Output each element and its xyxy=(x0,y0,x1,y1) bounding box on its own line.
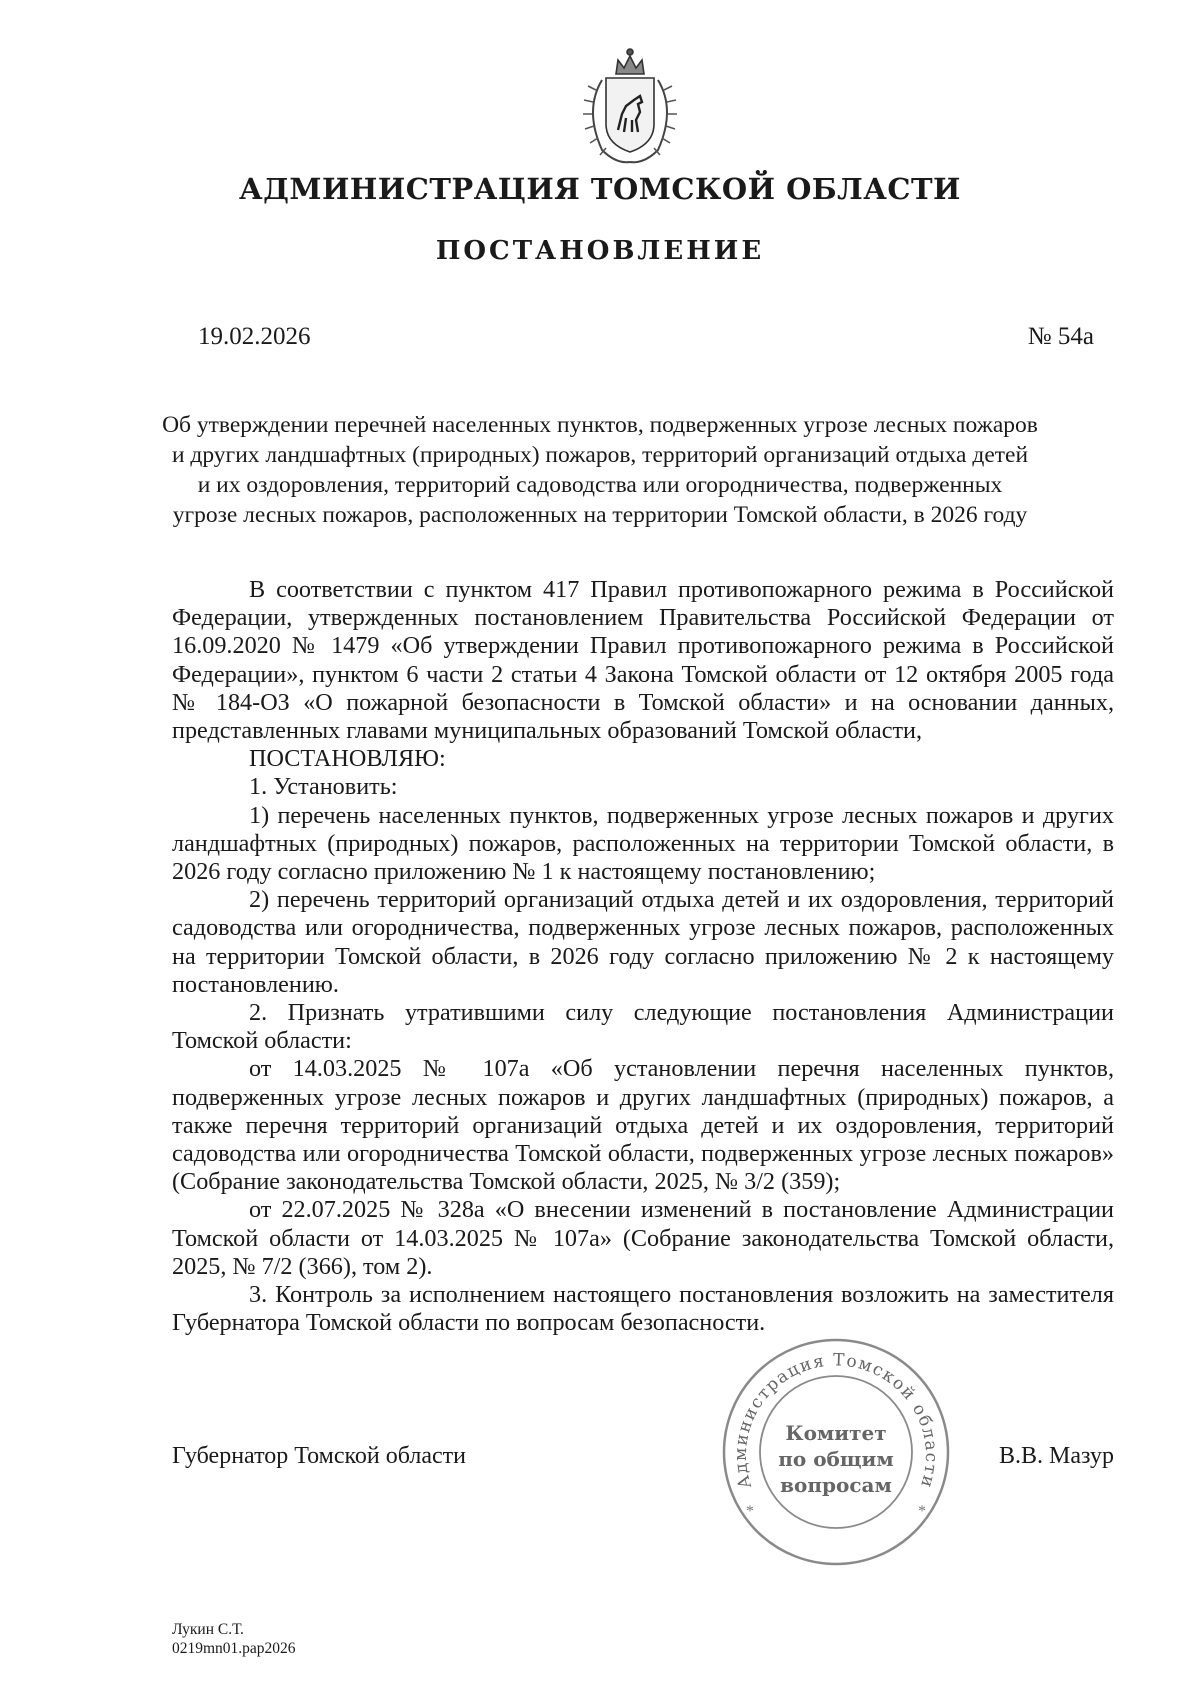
stamp-line-3: вопросам xyxy=(780,1473,892,1497)
clause-1: 1. Установить: xyxy=(249,773,398,801)
document-subject xyxy=(150,410,1050,530)
subject-line: Об утверждении перечней населенных пунктов, подверженных угрозе лесных пожаров xyxy=(162,412,1038,438)
clause-1-1: 1) перечень населенных пунктов, подверженных угрозе лесных пожаров и других ландшафтных (природных) пожаров, расположенных на территории Томской области, в 2026 году согласно приложению № 1 к настоящему постановлению; xyxy=(172,801,1114,886)
subject-line: и других ландшафтных (природных) пожаров, территорий организаций отдыха детей xyxy=(171,442,1029,468)
stamp-line-2: по общим xyxy=(778,1447,894,1471)
document-number: № 54а xyxy=(1027,323,1094,350)
clause-2-1: от 14.03.2025 № 107а «Об установлении перечня населенных пунктов, подверженных угрозе лесных пожаров и других ландшафтных (природных) пожаров, а также перечня территорий организаций отдыха детей и их оздоровления, территорий садоводства или огородничества Томской области, подверженных угрозе лесных пожаров» (Собрание законодательства Томской области, 2025, № 3/2 (359); xyxy=(172,1055,1114,1196)
document-footer xyxy=(172,1620,296,1658)
subject-line: угрозе лесных пожаров, расположенных на территории Томской области, в 2026 году xyxy=(172,502,1028,528)
clause-2-2: от 22.07.2025 № 328а «О внесении изменений в постановление Администрации Томской области от 14.03.2025 № 107а» (Собрание законодательства Томской области, 2025, № 7/2 (366), том 2). xyxy=(172,1196,1114,1280)
stamp-line-1: Комитет xyxy=(785,1421,887,1445)
executor-name: Лукин С.Т. xyxy=(172,1621,244,1638)
clause-1-2: 2) перечень территорий организаций отдыха детей и их оздоровления, территорий садоводства или огородничества, подверженных угрозе лесных пожаров, расположенных на территории Томской области, в 2026 году согласно приложению № 2 к настоящему постановлению. xyxy=(172,886,1114,998)
official-stamp xyxy=(716,1332,956,1572)
document-date: 19.02.2026 xyxy=(198,323,311,350)
organization-title: АДМИНИСТРАЦИЯ ТОМСКОЙ ОБЛАСТИ xyxy=(239,172,961,206)
clause-3: 3. Контроль за исполнением настоящего постановления возложить на заместителя Губернатора Томской области по вопросам безопасности. xyxy=(172,1281,1114,1337)
signatory-name: В.В. Мазур xyxy=(999,1443,1114,1469)
clause-2: 2. Признать утратившими силу следующие постановления Администрации Томской области: xyxy=(172,999,1114,1055)
coat-of-arms-emblem xyxy=(576,40,684,170)
preamble-paragraph: В соответствии с пунктом 417 Правил противопожарного режима в Российской Федерации, утвержденных постановлением Правительства Российской Федерации от 16.09.2020 № 1479 «Об утверждении Правил противопожарного режима в Российской Федерации», пунктом 6 части 2 статьи 4 Закона Томской области от 12 октября 2005 года № 184-ОЗ «О пожарной безопасности в Томской области» и на основании данных, представленных главами муниципальных образований Томской области, xyxy=(172,576,1114,745)
svg-text:*: * xyxy=(746,1503,754,1520)
svg-text:*: * xyxy=(918,1503,926,1520)
subject-line: и их оздоровления, территорий садоводства или огородничества, подверженных xyxy=(197,472,1003,498)
file-code: 0219mn01.pap2026 xyxy=(172,1640,296,1657)
document-type: ПОСТАНОВЛЕНИЕ xyxy=(435,236,765,266)
document-body xyxy=(172,576,1114,1337)
stamp-ring-text: Администрация Томской области xyxy=(730,1350,942,1491)
signatory-position: Губернатор Томской области xyxy=(172,1443,466,1469)
resolve-heading: ПОСТАНОВЛЯЮ: xyxy=(249,745,446,773)
